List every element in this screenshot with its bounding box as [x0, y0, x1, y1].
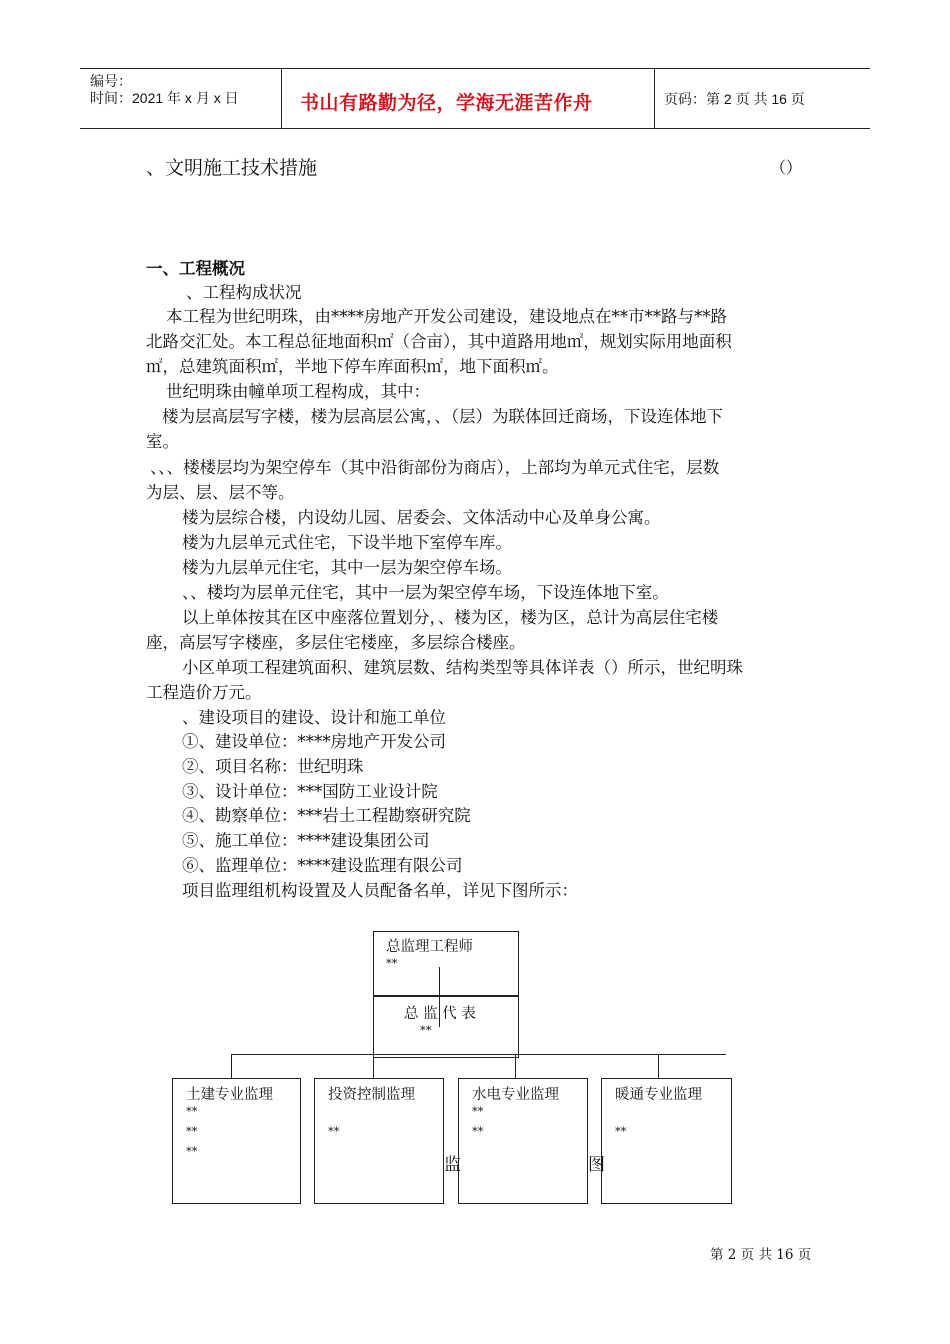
org-deputy-title: 总 监 代 表: [404, 1006, 476, 1022]
header-code-label: 编号：: [90, 73, 132, 89]
paragraph-line: 北路交汇处。本工程总征地面积㎡（合亩），其中道路用地㎡，规划实际用地面积: [146, 332, 732, 351]
org-caption-fragment-left: 监: [444, 1155, 461, 1175]
org-dept-name: **: [472, 1124, 484, 1138]
org-box-dept: [601, 1078, 732, 1204]
org-box-dept: [172, 1078, 301, 1204]
header-divider-right: [654, 68, 655, 129]
paragraph-line: 世纪明珠由幢单项工程构成，其中：: [166, 382, 430, 401]
paragraph-line: 楼为九层单元住宅，其中一层为架空停车场。: [182, 558, 512, 577]
org-dept-name: **: [328, 1124, 340, 1138]
org-dept-name: **: [186, 1144, 198, 1158]
header-bottom-rule: [80, 128, 870, 129]
subheading-composition: 、工程构成状况: [186, 283, 302, 302]
unit-item: ②、项目名称：世纪明珠: [182, 757, 364, 776]
unit-item: ①、建设单位：****房地产开发公司: [182, 732, 446, 751]
org-dept-title: 投资控制监理: [328, 1087, 415, 1103]
org-dept-name: **: [186, 1104, 198, 1118]
header-motto: 书山有路勤为径，学海无涯苦作舟: [300, 93, 593, 114]
document-title-paren: （）: [770, 158, 803, 177]
paragraph-line: 楼为层高层写字楼，楼为层高层公寓，、（层）为联体回迁商场，下设连体地下: [162, 407, 723, 426]
unit-item: ④、勘察单位：***岩土工程勘察研究院: [182, 806, 471, 825]
org-dept-title: 土建专业监理: [186, 1087, 273, 1103]
paragraph-line: 楼为九层单元式住宅，下设半地下室停车库。: [182, 533, 512, 552]
connector-drop: [231, 1054, 232, 1078]
org-deputy-name: **: [420, 1023, 432, 1037]
paragraph-line: 室。: [146, 432, 179, 451]
paragraph-line: 本工程为世纪明珠，由****房地产开发公司建设，建设地点在**市**路与**路: [166, 307, 727, 326]
paragraph-line: 以上单体按其在区中座落位置划分，、楼为区，楼为区，总计为高层住宅楼: [182, 608, 719, 627]
subheading-units: 、建设项目的建设、设计和施工单位: [182, 708, 446, 727]
org-chart-intro: 项目监理组机构设置及人员配备名单，详见下图所示：: [182, 881, 578, 900]
header-time: 时间：2021 年 x 月 x 日: [90, 90, 239, 106]
connector-through-chief: [439, 967, 440, 996]
org-caption-fragment-right: 图: [588, 1155, 605, 1175]
org-dept-name: **: [186, 1124, 198, 1138]
paragraph-line: 、、楼均为层单元住宅，其中一层为架空停车场，下设连体地下室。: [182, 583, 669, 602]
paragraph-line: 工程造价万元。: [146, 683, 262, 702]
org-box-dept: [458, 1078, 588, 1204]
org-dept-title: 暖通专业监理: [615, 1087, 702, 1103]
paragraph-line: 楼为层综合楼，内设幼儿园、居委会、文体活动中心及单身公寓。: [182, 508, 661, 527]
org-dept-title: 水电专业监理: [472, 1087, 559, 1103]
paragraph-line: 为层、层、层不等。: [146, 483, 295, 502]
header-divider-left: [281, 68, 282, 129]
paragraph-line: ㎡，总建筑面积㎡，半地下停车库面积㎡，地下面积㎡。: [146, 357, 559, 376]
org-chief-name: **: [386, 956, 398, 970]
org-chief-title: 总监理工程师: [386, 939, 473, 955]
section-heading: 一、工程概况: [146, 259, 245, 278]
header-page-info: 页码：第 2 页 共 16 页: [664, 91, 805, 107]
document-title: 、文明施工技术措施: [146, 157, 318, 179]
org-box-dept: [314, 1078, 444, 1204]
org-box-deputy: [373, 996, 519, 1058]
org-box-chief: [373, 931, 519, 996]
paragraph-line: 、、、楼楼层均为架空停车（其中沿街部份为商店），上部均为单元式住宅，层数: [150, 458, 720, 477]
header-top-rule: [80, 68, 870, 69]
unit-item: ⑥、监理单位：****建设监理有限公司: [182, 856, 463, 875]
connector-drop: [658, 1054, 659, 1078]
org-dept-name: **: [472, 1104, 484, 1118]
paragraph-line: 小区单项工程建筑面积、建筑层数、结构类型等具体详表（）所示，世纪明珠: [182, 658, 743, 677]
footer-page-number: 第 2 页 共 16 页: [710, 1247, 812, 1263]
unit-item: ⑤、施工单位：****建设集团公司: [182, 831, 430, 850]
unit-item: ③、设计单位：***国防工业设计院: [182, 782, 438, 801]
paragraph-line: 座，高层写字楼座，多层住宅楼座，多层综合楼座。: [146, 633, 526, 652]
org-dept-name: **: [615, 1124, 627, 1138]
